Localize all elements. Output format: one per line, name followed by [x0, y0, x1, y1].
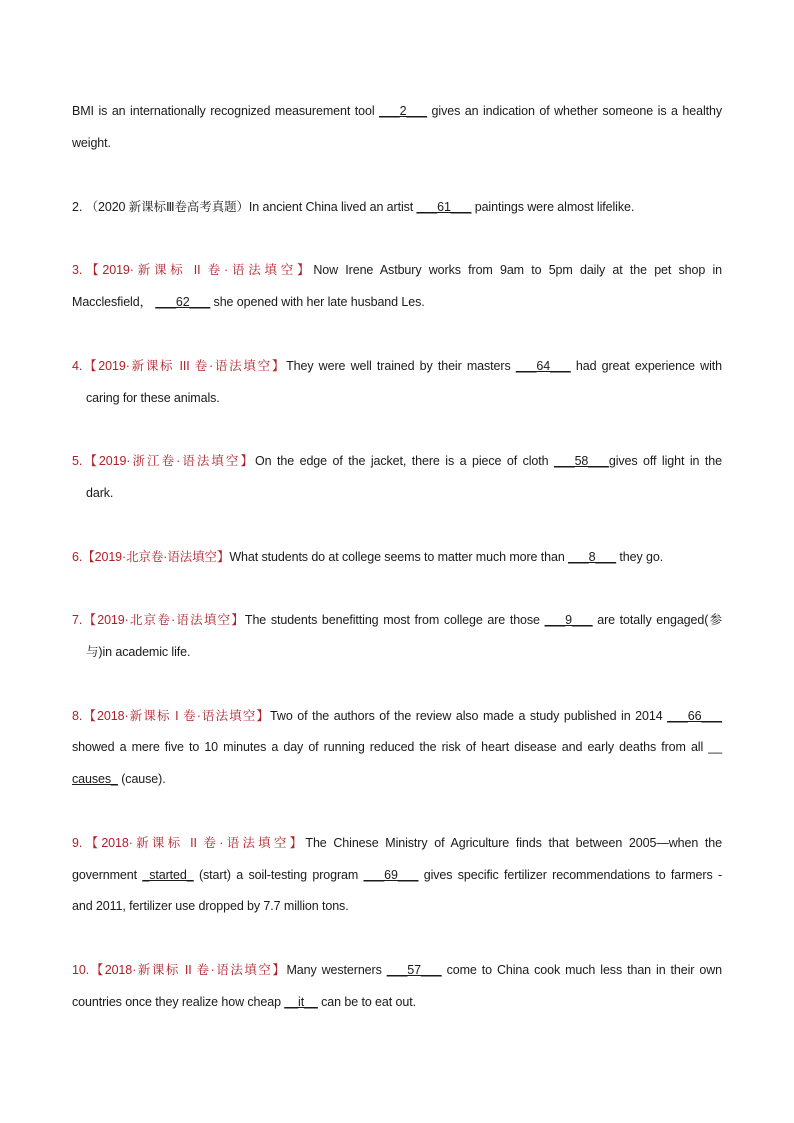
answer-blank: ___62___ [155, 295, 211, 309]
source-tag: 3.【2019·新课标 II 卷·语法填空】 [72, 263, 314, 277]
answer-blank: ___66___ [667, 709, 722, 723]
item-10-line-2: countries once they realize how cheap __it__ can be to eat out. [72, 995, 416, 1009]
item-4-line-2: caring for these animals. [86, 391, 220, 405]
answer-blank: ___8___ [568, 550, 617, 564]
item-3-line-1: 3.【2019·新课标 II 卷·语法填空】Now Irene Astbury works from 9am to 5pm daily at the pet shop in [72, 263, 723, 277]
item-9-line-1: 9.【2018·新课标 II 卷·语法填空】The Chinese Ministry of Agriculture finds that between 2005—when the [72, 836, 722, 850]
item-8-line-1: 8.【2018·新课标 I 卷·语法填空】Two of the authors of the review also made a study published in 2014 ___66___ [72, 709, 722, 723]
answer-blank: __it__ [284, 995, 318, 1009]
item-5-line-2: dark. [86, 486, 114, 500]
source-tag: 4.【2019·新课标 III 卷·语法填空】 [72, 359, 287, 373]
item-2-line-1: 2. （2020 新课标Ⅲ卷高考真题）In ancient China lived an artist ___61___ paintings were almost lifelike. [72, 200, 635, 214]
answer-blank: causes_ [72, 772, 118, 786]
item-9-line-2: government _started_ (start) a soil-testing program ___69___ gives specific fertilizer recommendations to farmers - [72, 868, 723, 882]
source-tag: 7.【2019·北京卷·语法填空】 [72, 613, 245, 627]
answer-blank: ___2___ [379, 104, 428, 118]
source-tag: 5.【2019·浙江卷·语法填空】 [72, 454, 256, 468]
item-3-line-2: Macclesfield， ___62___ she opened with her late husband Les. [72, 295, 425, 309]
source-tag: 8.【2018·新课标 I 卷·语法填空】 [72, 709, 271, 723]
answer-blank: ___69___ [363, 868, 419, 882]
source-tag: 9.【2018·新课标 II 卷·语法填空】 [72, 836, 306, 850]
item-8-line-2: showed a mere five to 10 minutes a day of running reduced the risk of heart disease and early deaths from all __ [72, 740, 722, 754]
answer-blank: ___64___ [515, 359, 571, 373]
item-1-line-2: weight. [72, 136, 111, 150]
answer-blank: _started_ [142, 868, 194, 882]
source-tag: 10.【2018·新课标 II 卷·语法填空】 [72, 963, 287, 977]
answer-blank: ___9___ [544, 613, 593, 627]
item-4-line-1: 4.【2019·新课标 III 卷·语法填空】They were well trained by their masters ___64___ had great experience with [72, 359, 722, 373]
source-tag: 6.【2019·北京卷·语法填空】 [72, 550, 230, 564]
item-9-line-3: and 2011, fertilizer use dropped by 7.7 million tons. [72, 899, 349, 913]
item-8-line-3: causes_ (cause). [72, 772, 166, 786]
item-5-line-1: 5.【2019·浙江卷·语法填空】On the edge of the jacket, there is a piece of cloth ___58___gives off light in the [72, 454, 722, 468]
item-6-line-1: 6.【2019·北京卷·语法填空】What students do at college seems to matter much more than ___8___ they go. [72, 550, 664, 564]
item-1-line-1: BMI is an internationally recognized measurement tool ___2___ gives an indication of whether someone is a healthy [72, 104, 723, 118]
item-7-line-1: 7.【2019·北京卷·语法填空】The students benefitting most from college are those ___9___ are totally engaged(参 [72, 613, 722, 627]
answer-blank: ___58___ [554, 454, 609, 468]
item-10-line-1: 10.【2018·新课标 II 卷·语法填空】Many westerners ___57___ come to China cook much less than in their own [72, 963, 722, 977]
answer-blank: ___57___ [386, 963, 442, 977]
answer-blank: ___61___ [416, 200, 472, 214]
item-7-line-2: 与)in academic life. [86, 645, 191, 659]
